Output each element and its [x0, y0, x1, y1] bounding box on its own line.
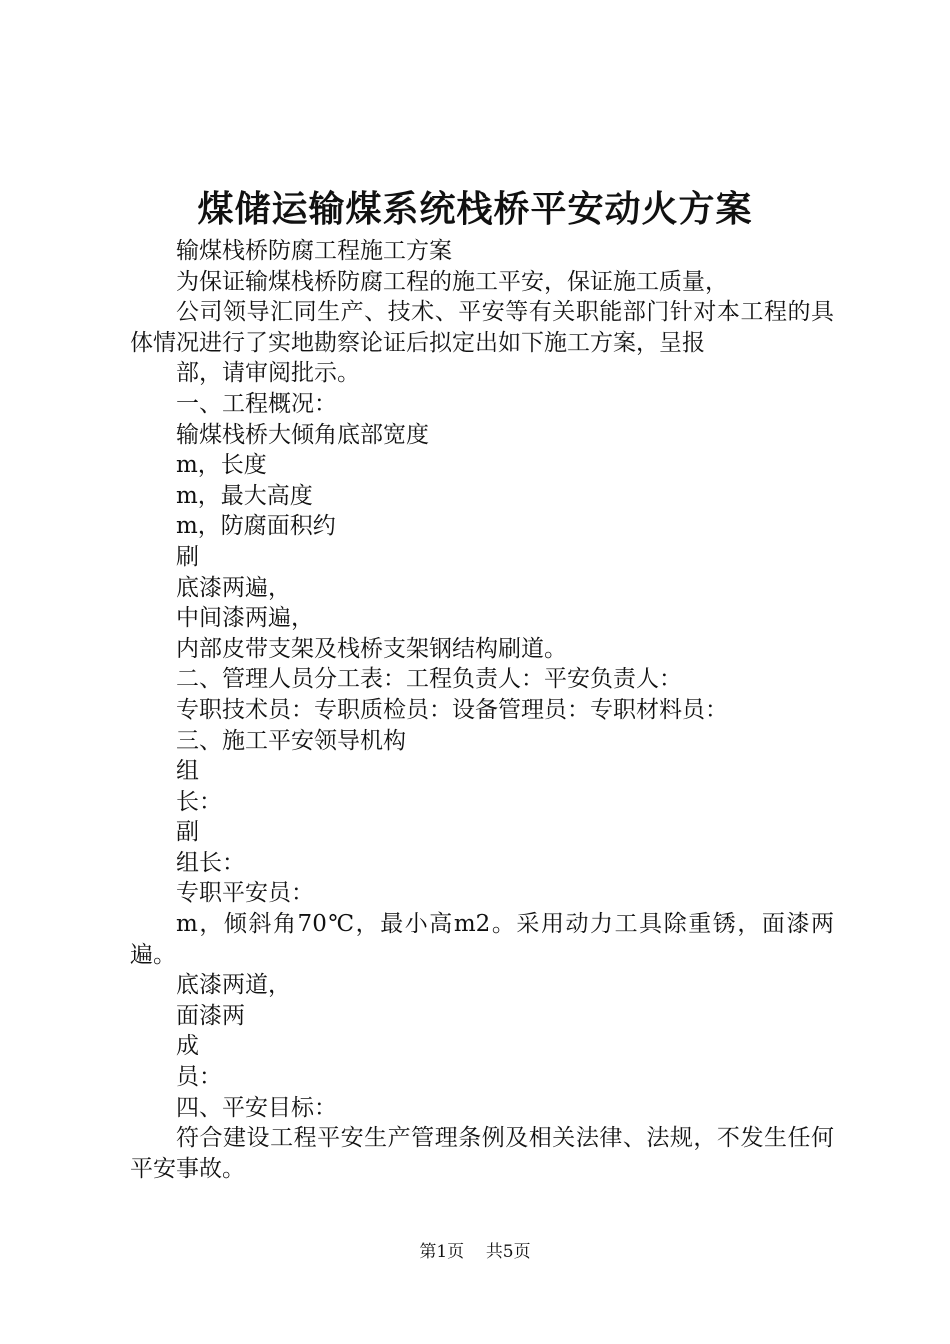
page-number: 第1页	[419, 1242, 465, 1262]
section-heading: 三、施工平安领导机构	[176, 727, 406, 754]
paragraph: m，长度	[176, 452, 267, 479]
paragraph: 长：	[176, 788, 222, 815]
paragraph: 面漆两	[176, 1002, 245, 1029]
section-heading: 一、工程概况：	[176, 390, 337, 417]
document-title: 煤储运输煤系统栈桥平安动火方案	[197, 188, 753, 230]
paragraph: 内部皮带支架及栈桥支架钢结构刷道。	[176, 635, 567, 662]
paragraph: 专职平安员：	[176, 880, 314, 907]
paragraph: 刷	[176, 543, 199, 570]
paragraph: 符合建设工程平安生产管理条例及相关法律、法规，不发生任何平安事故。	[130, 1125, 834, 1182]
paragraph: 输煤栈桥防腐工程施工方案	[176, 238, 452, 264]
paragraph: m，防腐面积约	[176, 513, 336, 540]
paragraph: 员：	[176, 1064, 222, 1091]
paragraph: 底漆两道，	[176, 972, 291, 999]
paragraph: m，倾斜角70℃，最小高m2。采用动力工具除重锈，面漆两遍。	[130, 911, 834, 968]
section-heading: 二、管理人员分工表：工程负责人：平安负责人：	[176, 666, 682, 693]
paragraph: 专职技术员：专职质检员：设备管理员：专职材料员：	[176, 696, 728, 723]
paragraph: m，最大高度	[176, 482, 313, 509]
paragraph: 中间漆两遍，	[176, 605, 314, 632]
page-total: 共5页	[485, 1242, 531, 1262]
paragraph: 部，请审阅批示。	[176, 360, 360, 387]
document-body	[130, 236, 834, 1184]
paragraph: 公司领导汇同生产、技术、平安等有关职能部门针对本工程的具体情况进行了实地勘察论证后拟定出如下施工方案，呈报	[130, 299, 834, 356]
paragraph: 为保证输煤栈桥防腐工程的施工平安，保证施工质量，	[176, 268, 728, 295]
paragraph: 组长：	[176, 849, 245, 876]
paragraph: 输煤栈桥大倾角底部宽度	[176, 421, 429, 448]
paragraph: 组	[176, 758, 199, 785]
paragraph: 底漆两遍，	[176, 574, 291, 601]
paragraph: 副	[176, 819, 199, 846]
page-footer	[0, 1240, 950, 1264]
section-heading: 四、平安目标：	[176, 1094, 337, 1121]
paragraph: 成	[176, 1033, 199, 1060]
